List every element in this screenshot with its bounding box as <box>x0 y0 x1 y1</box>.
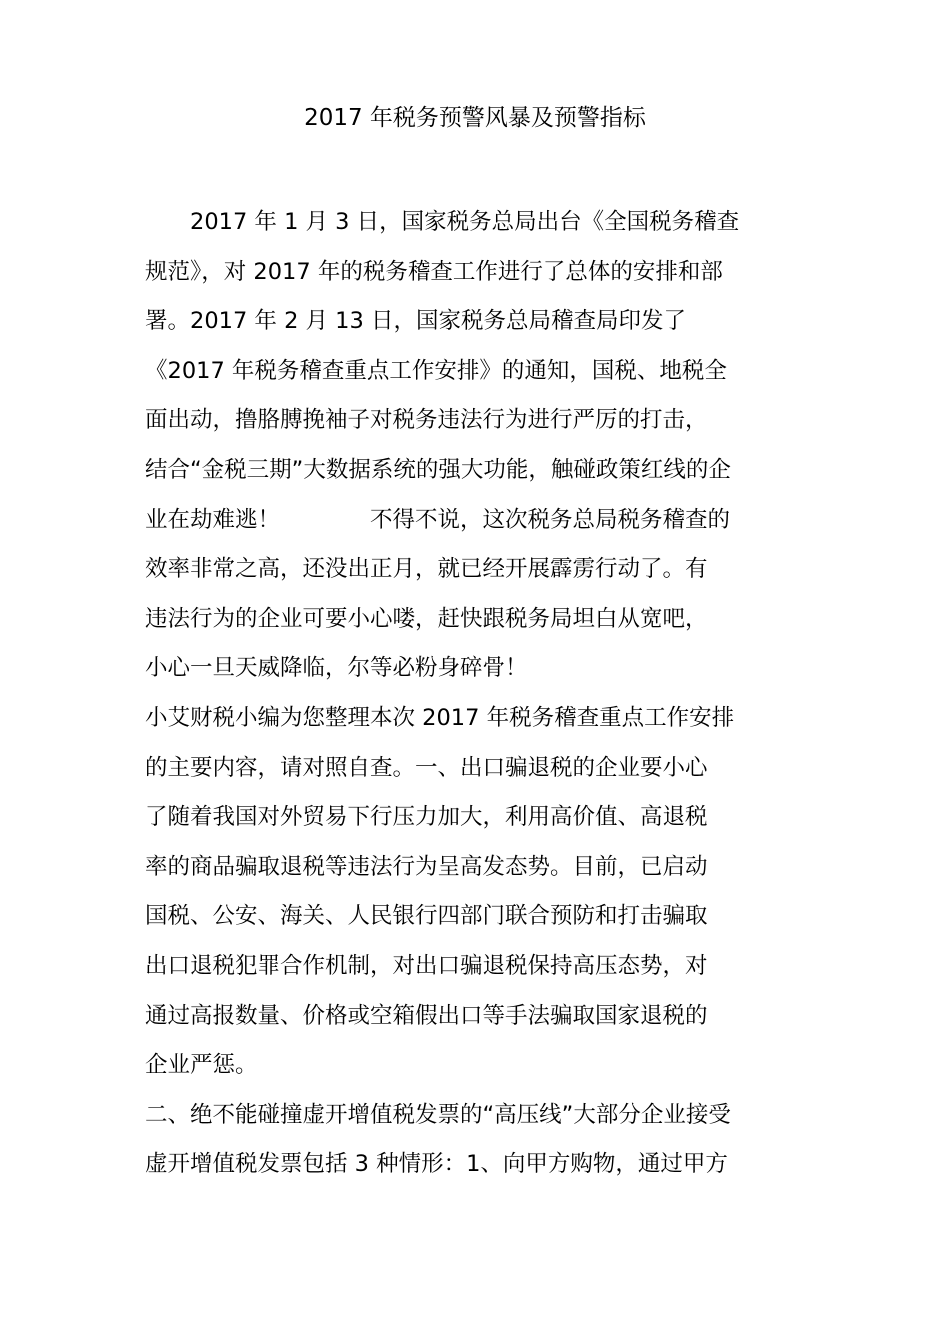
body-line: 国税、公安、海关、人民银行四部门联合预防和打击骗取 <box>145 903 708 930</box>
body-line: 率的商品骗取退税等违法行为呈高发态势。目前，已启动 <box>145 853 708 880</box>
body-line: 小心一旦天威降临，尔等必粉身碎骨！ <box>145 655 528 682</box>
body-line: 《2017 年税务稽查重点工作安排》的通知，国税、地税全 <box>145 357 727 384</box>
body-line: 署。2017 年 2 月 13 日，国家税务总局稽查局印发了 <box>145 308 686 335</box>
body-line: 二、绝不能碰撞虚开增值税发票的“高压线”大部分企业接受 <box>145 1101 731 1128</box>
body-line: 结合“金税三期”大数据系统的强大功能，触碰政策红线的企 <box>145 456 731 483</box>
body-line: 效率非常之高，还没出正月，就已经开展霹雳行动了。有 <box>145 556 708 583</box>
body-line: 通过高报数量、价格或空箱假出口等手法骗取国家退税的 <box>145 1002 708 1029</box>
document-body <box>145 198 825 1190</box>
body-line: 企业严惩。 <box>145 1052 258 1079</box>
body-line: 了随着我国对外贸易下行压力加大，利用高价值、高退税 <box>145 804 708 831</box>
body-line: 面出动，撸胳膊挽袖子对税务违法行为进行严厉的打击， <box>145 407 708 434</box>
body-line: 业在劫难逃！ 不得不说，这次税务总局税务稽查的 <box>145 506 731 533</box>
body-line: 的主要内容，请对照自查。一、出口骗退税的企业要小心 <box>145 754 708 781</box>
body-line: 违法行为的企业可要小心喽，赶快跟税务局坦白从宽吧， <box>145 605 708 632</box>
body-line: 小艾财税小编为您整理本次 2017 年税务稽查重点工作安排 <box>145 704 735 731</box>
body-line: 出口退税犯罪合作机制，对出口骗退税保持高压态势，对 <box>145 952 708 979</box>
body-line: 虚开增值税发票包括 3 种情形：1、向甲方购物，通过甲方 <box>145 1151 728 1178</box>
body-line: 2017 年 1 月 3 日，国家税务总局出台《全国税务稽查 <box>145 209 740 235</box>
body-line: 规范》，对 2017 年的税务稽查工作进行了总体的安排和部 <box>145 258 723 285</box>
document-title: 2017 年税务预警风暴及预警指标 <box>304 105 646 131</box>
